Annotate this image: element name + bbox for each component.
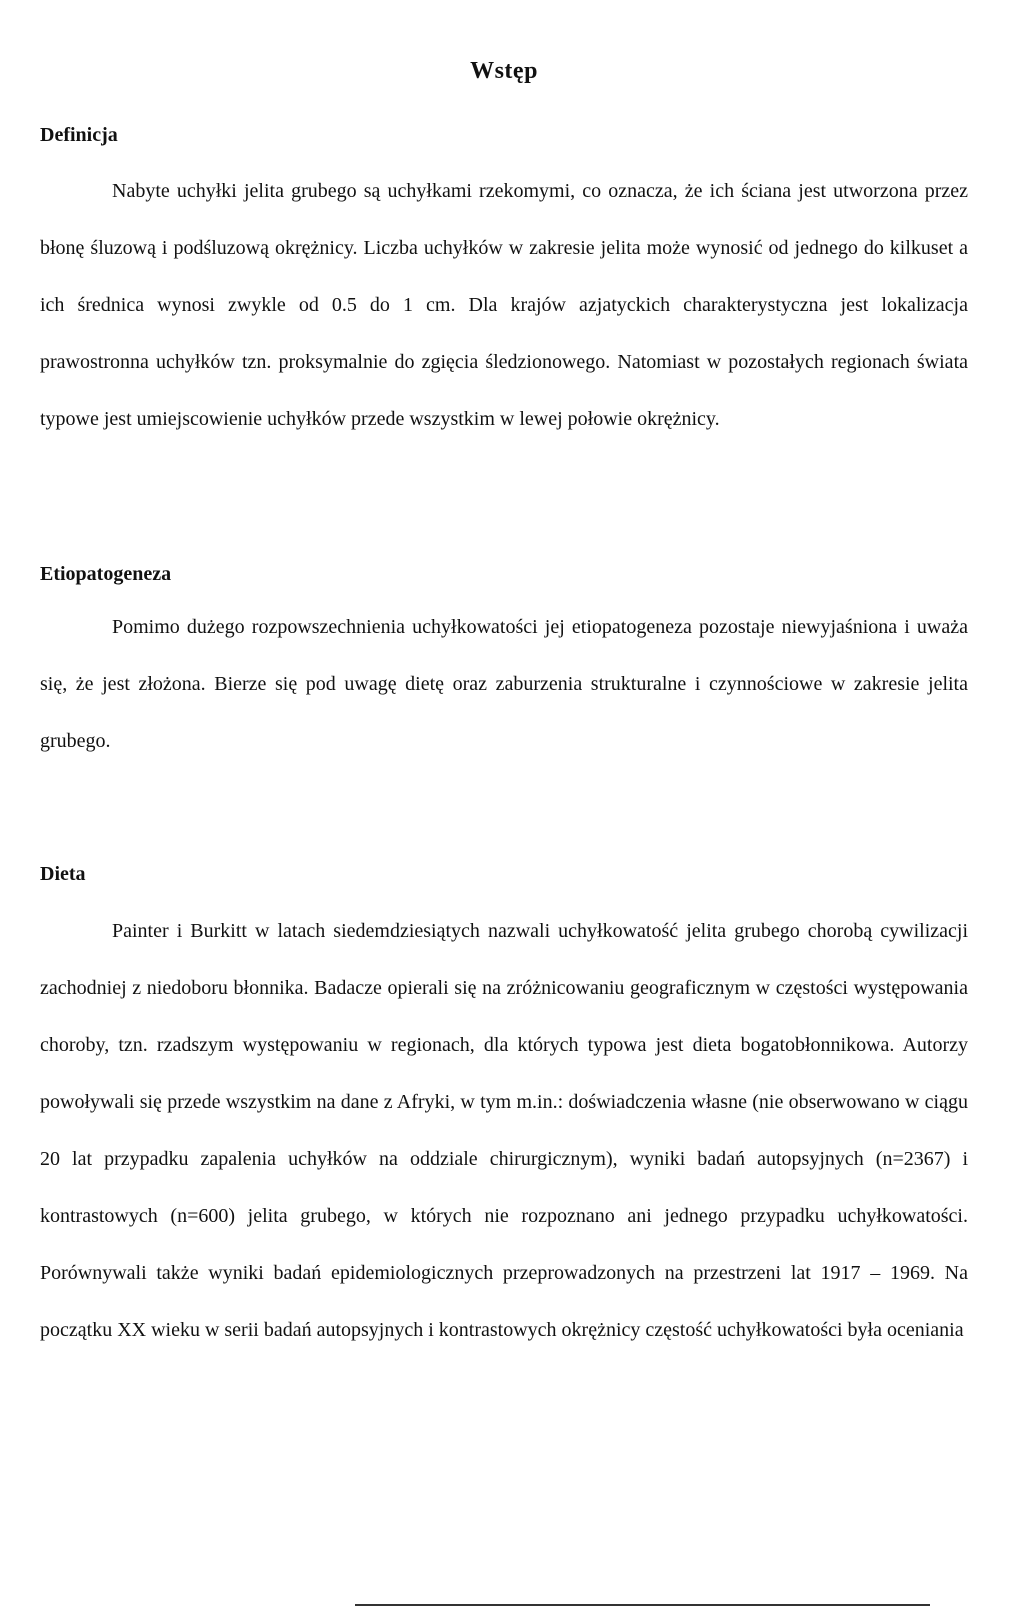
page-title: Wstęp bbox=[470, 58, 538, 84]
section-paragraph-etiopatogeneza: Pomimo dużego rozpowszechnienia uchyłkowatości jej etiopatogeneza pozostaje niewyjaśniona i uważa się, że jest złożona. Bierze się pod uwagę dietę oraz zaburzenia strukturalne i czynnościowe w zakresie jelita grubego. bbox=[40, 616, 968, 752]
footer-rule bbox=[355, 1604, 930, 1606]
section-heading-etiopatogeneza: Etiopatogeneza bbox=[40, 563, 172, 585]
section-heading-definicja: Definicja bbox=[40, 124, 118, 146]
document-page bbox=[40, 0, 968, 1619]
section-heading-dieta: Dieta bbox=[40, 863, 86, 885]
section-paragraph-definicja: Nabyte uchyłki jelita grubego są uchyłkami rzekomymi, co oznacza, że ich ściana jest utworzona przez błonę śluzową i podśluzową okrężnicy. Liczba uchyłków w zakresie jelita może wynosić od jednego do kilkuset a ich średnica wynosi zwykle od 0.5 do 1 cm. Dla krajów azjatyckich charakterystyczna jest lokalizacja prawostronna uchyłków tzn. proksymalnie do zgięcia śledzionowego. Natomiast w pozostałych regionach świata typowe jest umiejscowienie uchyłków przede wszystkim w lewej połowie okrężnicy. bbox=[40, 180, 968, 430]
section-paragraph-dieta: Painter i Burkitt w latach siedemdziesiątych nazwali uchyłkowatość jelita grubego chorobą cywilizacji zachodniej z niedoboru błonnika. Badacze opierali się na zróżnicowaniu geograficznym w częstości występowania choroby, tzn. rzadszym występowaniu w regionach, dla których typowa jest dieta bogatobłonnikowa. Autorzy powoływali się przede wszystkim na dane z Afryki, w tym m.in.: doświadczenia własne (nie obserwowano w ciągu 20 lat przypadku zapalenia uchyłków na oddziale chirurgicznym), wyniki badań autopsyjnych (n=2367) i kontrastowych (n=600) jelita grubego, w których nie rozpoznano ani jednego przypadku uchyłkowatości. Porównywali także wyniki badań epidemiologicznych przeprowadzonych na przestrzeni lat 1917 – 1969. Na początku XX wieku w serii badań autopsyjnych i kontrastowych okrężnicy częstość uchyłkowatości była oceniania bbox=[40, 920, 968, 1341]
